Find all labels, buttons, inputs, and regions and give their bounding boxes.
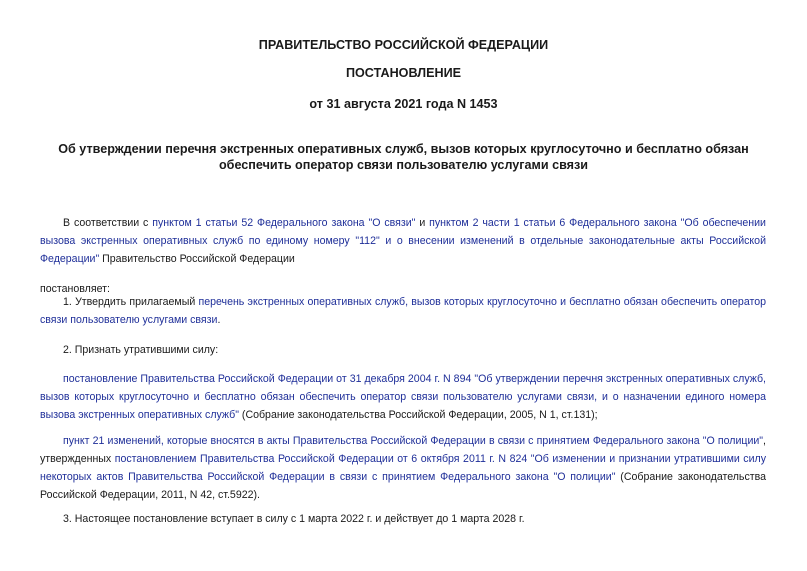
item-2-b-text: , утвержденных [40,435,766,465]
item-2-intro: 2. Признать утратившими силу: [63,344,219,356]
item-2-a-text: (Собрание законодательства Российской Федерации, 2005, N 1, ст.131); [238,409,598,421]
preamble-text: и [415,217,430,229]
item-3-paragraph: 3. Настоящее постановление вступает в силу с 1 марта 2022 г. и действует до 1 марта 2028 г. [63,513,525,525]
item-1-paragraph [40,293,766,329]
preamble-paragraph [40,214,766,268]
document-type: ПОСТАНОВЛЕНИЕ [345,66,462,80]
preamble-text: Правительство Российской Федерации [99,253,295,265]
communications-law-link[interactable]: пунктом 1 статьи 52 Федерального закона "О связи" [152,217,416,229]
item-1-text: 1. Утвердить прилагаемый [63,296,199,308]
decree-894-link[interactable]: постановление Правительства Российской Федерации от 31 декабря 2004 г. N 894 "Об утверждении перечня экстренных оперативных служб, вызов которых круглосуточно и бесплатно обязан обеспечить оператор связи пользователю услугами связи, и о назначении единого номера вызова экстренных оперативных служб" [40,373,766,421]
item-2-subparagraph-a [40,370,766,424]
police-law-changes-link[interactable]: пункт 21 изменений, которые вносятся в акты Правительства Российской Федерации в связи с принятием Федерального закона "О полиции" [63,435,764,447]
item-2-subparagraph-b [40,432,766,504]
decree-824-link[interactable]: постановлением Правительства Российской Федерации от 6 октября 2011 г. N 824 "Об изменении и признании утратившими силу некоторых актов Правительства Российской Федерации в связи с принятием Федерального закона "О полиции" [40,453,766,483]
services-list-link[interactable]: перечень экстренных оперативных служб, вызов которых круглосуточно и бесплатно обязан обеспечить оператор связи пользователю услугами связи [40,296,766,326]
emergency-112-law-link[interactable]: пунктом 2 части 1 статьи 6 Федерального закона "Об обеспечении вызова экстренных оперативных служб по единому номеру "112" и о внесении изменений в отдельные законодательные акты Российской Федерации" [40,217,766,265]
document-title: Об утверждении перечня экстренных оперативных служб, вызов которых круглосуточно и бесплатно обязан обеспечить оператор связи пользователю услугами связи [58,142,749,172]
preamble-text: В соответствии с [63,217,153,229]
item-1-text: . [217,314,221,326]
item-2-b-text: (Собрание законодательства Российской Федерации, 2011, N 42, ст.5922). [40,471,767,501]
decree-word: постановляет: [40,283,110,295]
issuing-authority: ПРАВИТЕЛЬСТВО РОССИЙСКОЙ ФЕДЕРАЦИИ [258,38,549,52]
document-date-number: от 31 августа 2021 года N 1453 [309,97,498,111]
